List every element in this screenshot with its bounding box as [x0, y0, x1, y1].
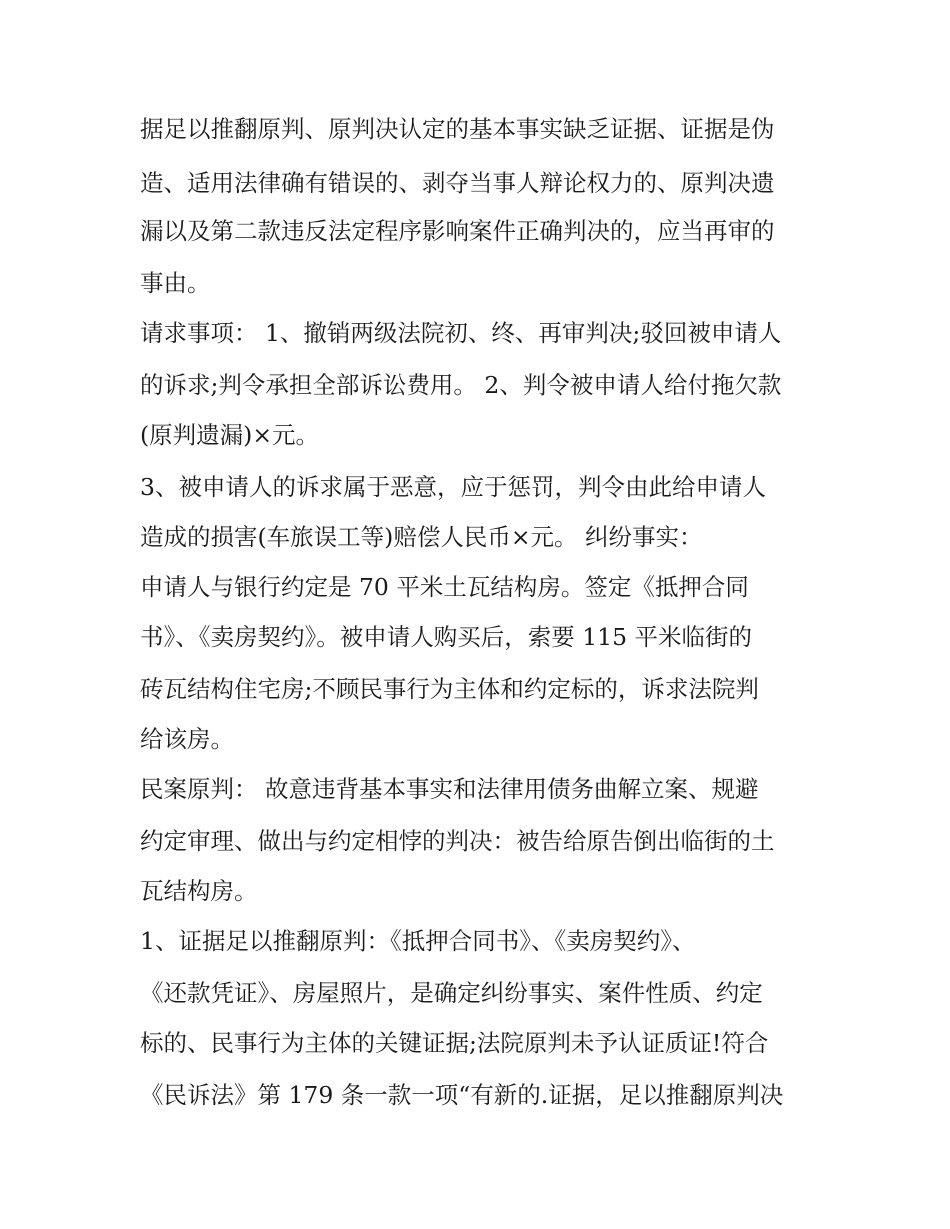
text-line: 造成的损害(车旅误工等)赔偿人民币×元。 纠纷事实：	[140, 523, 703, 551]
text-line: 《民诉法》第 179 条一款一项“有新的.证据，足以推翻原判决	[140, 1081, 784, 1109]
text-line: 请求事项： 1、撤销两级法院初、终、再审判决;驳回被申请人	[140, 319, 782, 347]
text-line: 据足以推翻原判、原判决认定的基本事实缺乏证据、证据是伪	[140, 115, 775, 143]
text-line: 造、适用法律确有错误的、剥夺当事人辩论权力的、原判决遗	[140, 169, 775, 197]
text-line: 瓦结构房。	[140, 877, 258, 905]
text-line: 1、证据足以推翻原判：《抵押合同书》、《卖房契约》、	[140, 927, 696, 955]
text-line: 申请人与银行约定是 70 平米土瓦结构房。签定《抵押合同	[140, 573, 749, 601]
text-line: 事由。	[140, 269, 211, 297]
text-line: 的诉求;判令承担全部诉讼费用。 2、判令被申请人给付拖欠款	[140, 371, 782, 399]
text-line: 3、被申请人的诉求属于恶意，应于惩罚，判令由此给申请人	[140, 473, 766, 501]
text-line: 约定审理、做出与约定相悖的判决：被告给原告倒出临街的土	[140, 827, 775, 855]
text-line: (原判遗漏)×元。	[140, 421, 320, 449]
text-line: 《还款凭证》、房屋照片，是确定纠纷事实、案件性质、约定	[140, 979, 763, 1007]
text-line: 书》、《卖房契约》。被申请人购买后，索要 115 平米临街的	[140, 623, 753, 651]
text-line: 漏以及第二款违反法定程序影响案件正确判决的，应当再审的	[140, 217, 775, 245]
text-line: 砖瓦结构住宅房;不顾民事行为主体和约定标的，诉求法院判	[140, 675, 759, 703]
text-line: 标的、民事行为主体的关键证据;法院原判未予认证质证!符合	[140, 1029, 769, 1057]
text-line: 民案原判： 故意违背基本事实和法律用债务曲解立案、规避	[140, 775, 759, 803]
text-line: 给该房。	[140, 725, 234, 753]
